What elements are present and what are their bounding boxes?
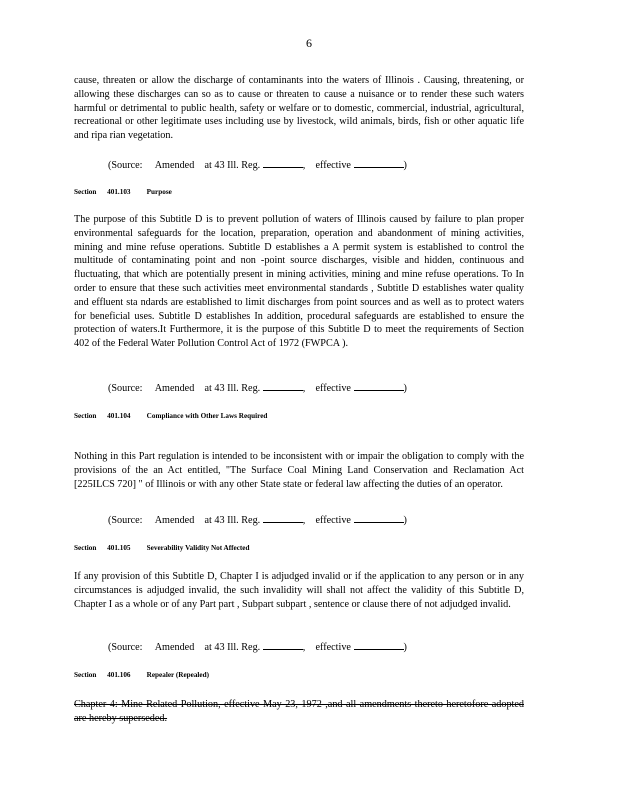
section-id: 401.105 bbox=[107, 544, 131, 552]
source-at: at 43 Ill. Reg. bbox=[204, 160, 261, 171]
source-at: at 43 Ill. Reg. bbox=[204, 515, 261, 526]
source-effective: effective bbox=[315, 383, 351, 394]
source-blank bbox=[354, 158, 404, 168]
section-heading bbox=[74, 188, 172, 196]
section-title: Severability Validity Not Affected bbox=[146, 544, 250, 552]
section-heading bbox=[74, 671, 209, 679]
source-amended: Amended bbox=[154, 383, 195, 394]
section-id: 401.103 bbox=[107, 188, 131, 196]
source-comma: , bbox=[302, 160, 306, 171]
section-title: Repealer (Repealed) bbox=[146, 671, 210, 679]
section-title: Purpose bbox=[146, 188, 172, 196]
section-body: If any provision of this Subtitle D, Chapter I is adjudged invalid or if the application to any person or in any circumstances is adjudged invalid, the such invalidity will shall not affect the validity of this Subtitle D, Chapter I as a whole or of any Part part , Subpart subpart , sentence or clause there of not adjudged invalid. bbox=[74, 571, 524, 610]
source-comma: , bbox=[302, 515, 306, 526]
source-blank bbox=[263, 640, 303, 650]
source-comma: , bbox=[302, 383, 306, 394]
section-heading bbox=[74, 412, 267, 420]
source-at: at 43 Ill. Reg. bbox=[204, 383, 261, 394]
source-close: ) bbox=[403, 515, 407, 526]
source-blank bbox=[354, 381, 404, 391]
section-body: The purpose of this Subtitle D is to prevent pollution of waters of Illinois caused by failure to plan proper environmental safeguards for the location, preparation, operation and abandonment of mining activities, mining and mine refuse operations. Subtitle D establishes a A permit system is established to control the multitude of contaminating point and non -point source discharges, visible and hidden, continuous and fluctuating, that which are potentially present in mining activities, mining and mine refuse operations. To In order to ensure that these such activities meet environmental standards , Subtitle D establishes water quality and effluent sta ndards are established to limit discharges from point sources and as well as to protect waters for beneficial uses. Subtitle D establishes In addition, procedural safeguards are established to ensure the protection of waters.It Furthermore, it is the purpose of this Subtitle D to meet the requirements of Section 402 of the Federal Water Pollution Control Act of 1972 (FWPCA ). bbox=[74, 214, 524, 350]
source-amended: Amended bbox=[154, 160, 195, 171]
source-line bbox=[108, 158, 407, 171]
source-prefix: (Source: bbox=[108, 383, 143, 394]
section-heading bbox=[74, 544, 249, 552]
section-label: Section bbox=[74, 544, 97, 552]
section-label: Section bbox=[74, 671, 97, 679]
section-body-repealed: Chapter 4: Mine Related Pollution, effective May 23, 1972 ,and all amendments thereto heretofore adopted are hereby superseded. bbox=[74, 699, 524, 724]
source-effective: effective bbox=[315, 642, 351, 653]
source-line bbox=[108, 513, 407, 526]
source-amended: Amended bbox=[154, 642, 195, 653]
source-blank bbox=[263, 381, 303, 391]
source-blank bbox=[354, 513, 404, 523]
source-effective: effective bbox=[315, 515, 351, 526]
source-prefix: (Source: bbox=[108, 515, 143, 526]
section-label: Section bbox=[74, 412, 97, 420]
source-close: ) bbox=[403, 642, 407, 653]
section-title: Compliance with Other Laws Required bbox=[146, 412, 268, 420]
source-amended: Amended bbox=[154, 515, 195, 526]
source-line bbox=[108, 640, 407, 653]
source-comma: , bbox=[302, 642, 306, 653]
page-number: 6 bbox=[306, 36, 312, 50]
source-blank bbox=[354, 640, 404, 650]
intro-paragraph: cause, threaten or allow the discharge of contaminants into the waters of Illinois . Causing, threatening, or allowing these discharges can so as to cause or threaten to cause a nuisance or to render these such waters harmful or detrimental to public health, safety or welfare or to domestic, commercial, industrial, agricultural, recreational or other legitimate uses including use by livestock, wild animals, birds, fish or other aquatic life and ripa rian vegetation. bbox=[74, 75, 524, 142]
source-blank bbox=[263, 158, 303, 168]
section-label: Section bbox=[74, 188, 97, 196]
source-blank bbox=[263, 513, 303, 523]
section-id: 401.104 bbox=[107, 412, 131, 420]
source-close: ) bbox=[403, 160, 407, 171]
source-prefix: (Source: bbox=[108, 160, 143, 171]
source-prefix: (Source: bbox=[108, 642, 143, 653]
source-at: at 43 Ill. Reg. bbox=[204, 642, 261, 653]
source-close: ) bbox=[403, 383, 407, 394]
source-effective: effective bbox=[315, 160, 351, 171]
source-line bbox=[108, 381, 407, 394]
section-body: Nothing in this Part regulation is intended to be inconsistent with or impair the obligation to comply with the provisions of the an Act entitled, "The Surface Coal Mining Land Conservation and Reclamation Act [225ILCS 720] " of Illinois or with any other State state or federal law affecting the duties of an operator. bbox=[74, 451, 524, 490]
section-id: 401.106 bbox=[107, 671, 131, 679]
